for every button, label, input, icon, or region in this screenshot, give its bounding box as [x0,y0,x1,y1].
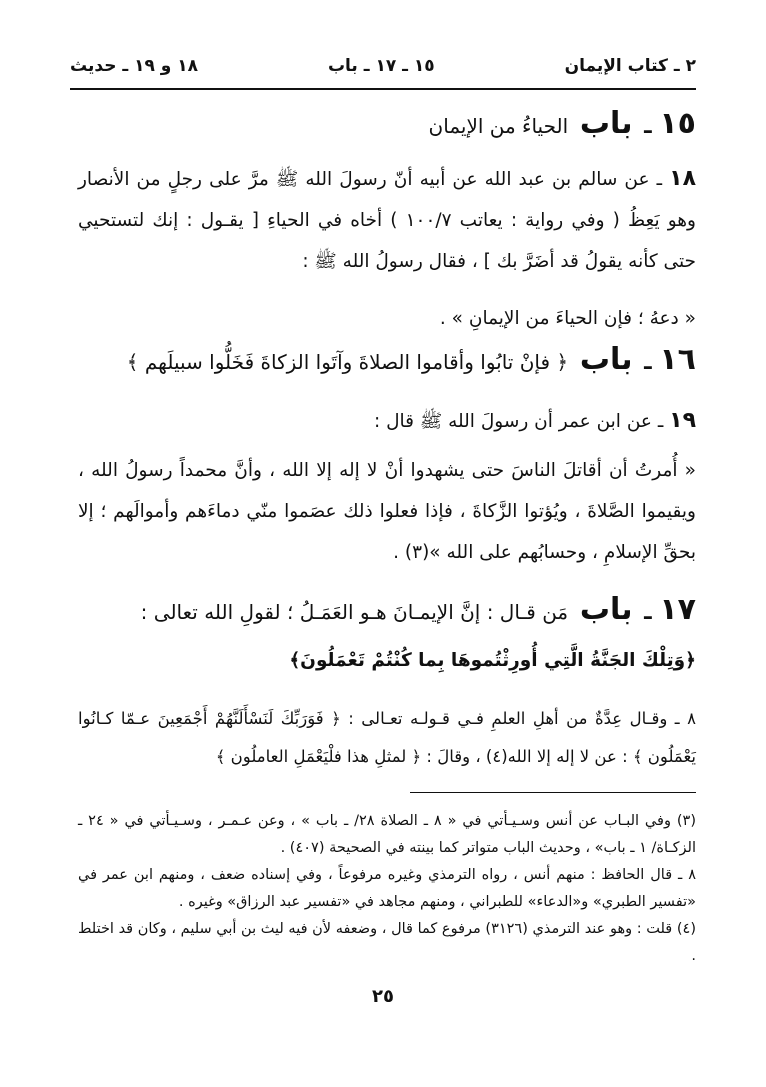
note-text: ٨ ـ وقـال عِدَّةٌ من أهلِ العلمِ فـي قـولـه تعـالى : ﴿ فَوَرَبِّكَ لَنَسْأَلَنَّهُمْ أَجْمَعِينَ عـمّا كـانُوا يَعْمَلُون ﴾ : عن لا إله إلا الله(٤) ، وقالَ : ﴿ لمثلِ هذا فلْيَعْمَلِ العاملُون ﴾ [78,709,696,766]
hadith-number: ١٩ [669,408,696,433]
running-header [70,46,696,86]
chapter-17-heading: ١٧ ـ باب مَن قـال : إنَّ الإيمـانَ هـو العَمَـلُ ؛ لقولِ الله تعالى : [140,592,696,627]
footnote-text: (٤) قلت : وهو عند الترمذي (٣١٢٦) مرفوع كما قال ، وضعفه لأن فيه ليث بن أبي سليم ، وكان قد اختلط . [78,921,696,964]
hadith-intro: ـ عن ابن عمر أن رسولَ الله ﷺ قال : [373,411,664,432]
chapter-number: ١٧ [659,592,696,627]
footnote-4 [78,916,696,970]
chapter-keyword: باب [579,342,633,377]
chapter-number: ١٦ [659,342,696,377]
chapter-title: الحياءُ من الإيمان [428,114,569,138]
footnote-3 [78,808,696,862]
header-hadith-range: ١٨ و ١٩ ـ حديث [70,56,199,76]
page-number: ٢٥ [372,986,394,1007]
footnote-divider [410,792,696,793]
chapter-number: ١٥ [659,106,696,141]
chapter-17-verse [78,640,696,681]
header-chapter-range: ١٥ ـ ١٧ ـ باب [327,56,435,76]
chapter-15-heading: ١٥ ـ باب الحياءُ من الإيمان [428,106,696,141]
note-8 [78,700,696,776]
footnote-text: (٣) وفي البـاب عن أنس وسـيـأتي في « ٨ ـ الصلاة ٢٨/ ـ باب » ، وعن عـمـر ، وسـيـأتي في « ٢٤ ـ الزكـاة/ ١ ـ باب» ، وحديث الباب متواتر كما بينته في الصحيحة (٤٠٧) . [78,813,696,856]
hadith-19-intro [78,400,696,442]
footnote-8 [78,862,696,916]
footnote-text: ٨ ـ قال الحافظ : منهم أنس ، رواه الترمذي وغيره مرفوعاً ، وفي إسناده ضعف ، ومنهم ابن عمر في «تفسير الطبري» و«الدعاء» للطبراني ، ومنهم مجاهد في «تفسير عبد الرزاق» وغيره . [78,867,696,910]
hadith-18 [78,158,696,282]
chapter-title: ﴿ فإنْ تابُوا وأقاموا الصلاةَ وآتَوا الزكاةَ فَخَلُّوا سبيلَهم ﴾ [126,350,569,374]
hadith-text: ـ عن سالم بن عبد الله عن أبيه أنّ رسولَ الله ﷺ مرَّ على رجلٍ من الأنصار وهو يَعِظُ ( وفي رواية : يعاتب ١٠٠/٧ ) أخاه في الحياءِ [ يقـول : إنك لتستحيي حتى كأنه يقولُ قد أضَرَّ بك ] ، فقال رسولُ الله ﷺ : [78,169,696,272]
header-divider [70,88,696,90]
hadith-quote: « دعهُ ؛ فإن الحياءَ من الإيمانِ » . [439,308,696,329]
chapter-16-heading: ١٦ ـ باب ﴿ فإنْ تابُوا وأقاموا الصلاةَ وآتَوا الزكاةَ فَخَلُّوا سبيلَهم ﴾ [126,342,696,377]
chapter-keyword: باب [579,106,633,141]
header-book-title: ٢ ـ كتاب الإيمان [564,56,696,76]
hadith-text: « أُمرتُ أن أقاتلَ الناسَ حتى يشهدوا أنْ لا إله إلا الله ، وأنَّ محمداً رسولُ الله ، ويقيموا الصَّلاةَ ، ويُؤتوا الزَّكاةَ ، فإذا فعلوا ذلك عصَموا منّي دماءَهم وأموالَهم ؛ إلا بحقِّ الإسلامِ ، وحسابُهم على الله »(٣) . [78,460,696,563]
quran-verse: ﴿وَتِلْكَ الجَنَّةُ الَّتِي أُورِثْتُموهَا بِما كُنْتُمْ تَعْمَلُونَ﴾ [289,650,696,671]
hadith-number: ١٨ [669,166,696,191]
hadith-19-text [78,450,696,573]
chapter-keyword: باب [579,592,633,627]
hadith-18-quote [78,298,696,339]
chapter-title: مَن قـال : إنَّ الإيمـانَ هـو العَمَـلُ ؛ لقولِ الله تعالى : [140,600,569,624]
